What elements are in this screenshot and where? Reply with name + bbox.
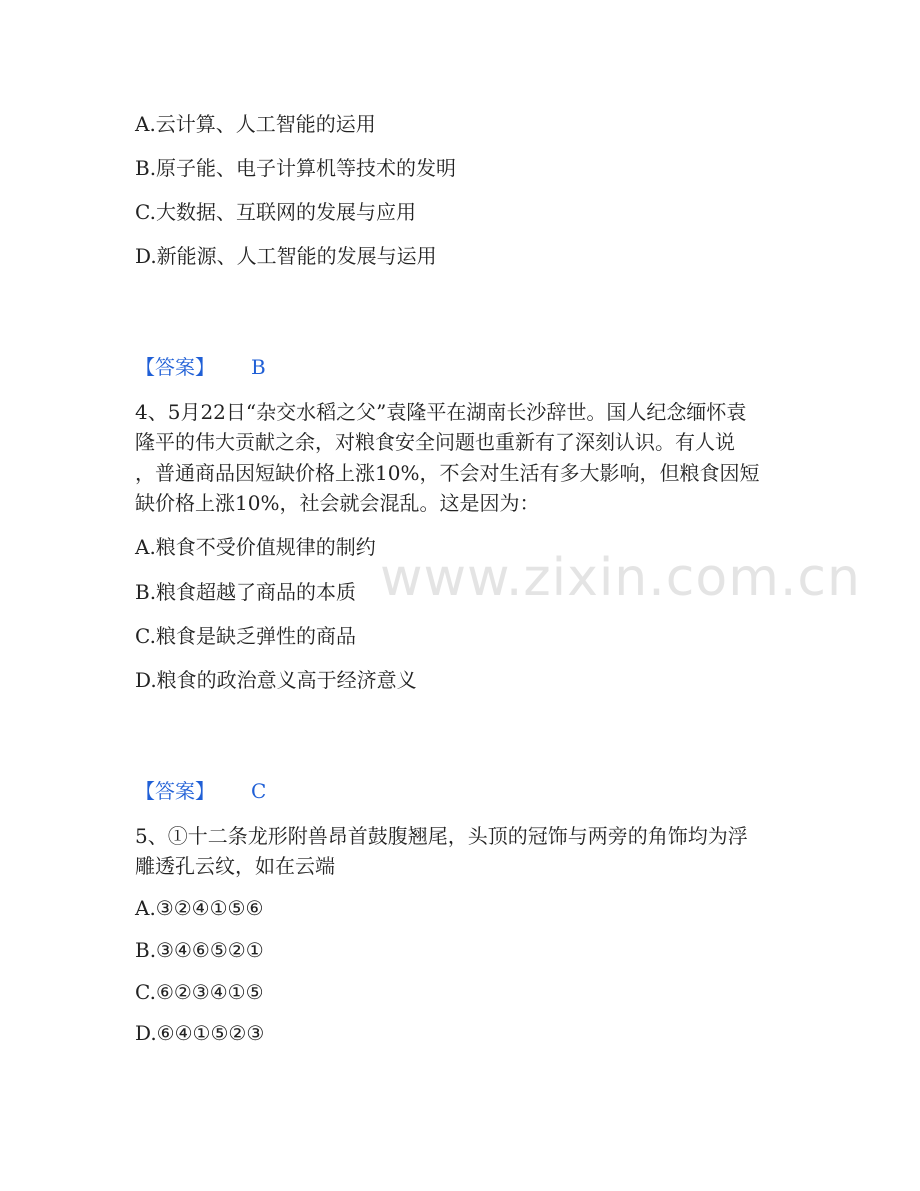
answer-label: 【答案】 [135, 355, 215, 379]
watermark: www.zixin.com.cn [380, 548, 861, 608]
answer-label: 【答案】 [135, 779, 215, 803]
q5-option-b: B.③④⑥⑤②① [135, 938, 264, 962]
q5-stem-line-1: 5、①十二条龙形附兽昂首鼓腹翘尾，头顶的冠饰与两旁的角饰均为浮 [135, 824, 748, 848]
answer-value: B [251, 355, 266, 379]
q5-option-a: A.③②④①⑤⑥ [135, 896, 264, 920]
q3-option-a: A.云计算、人工智能的运用 [135, 112, 376, 136]
q4-option-c: C.粮食是缺乏弹性的商品 [135, 624, 356, 648]
q4-stem-line-2: 隆平的伟大贡献之余，对粮食安全问题也重新有了深刻认识。有人说 [135, 430, 735, 454]
q4-option-d: D.粮食的政治意义高于经济意义 [135, 668, 417, 692]
q5-stem-line-2: 雕透孔云纹，如在云端 [135, 854, 335, 878]
q5-option-c: C.⑥②③④①⑤ [135, 980, 264, 1004]
q4-stem-line-1: 4、5月22日“杂交水稻之父”袁隆平在湖南长沙辞世。国人纪念缅怀袁 [135, 400, 747, 424]
answer-value: C [251, 779, 267, 803]
q3-option-b: B.原子能、电子计算机等技术的发明 [135, 156, 457, 180]
q4-stem-line-3: ，普通商品因短缺价格上涨10%，不会对生活有多大影响，但粮食因短 [135, 461, 760, 485]
q3-option-d: D.新能源、人工智能的发展与运用 [135, 244, 437, 268]
q4-stem-line-4: 缺价格上涨10%，社会就会混乱。这是因为： [135, 491, 540, 515]
q4-option-b: B.粮食超越了商品的本质 [135, 580, 357, 604]
q4-answer [135, 779, 266, 803]
q3-option-c: C.大数据、互联网的发展与应用 [135, 200, 416, 224]
q5-option-d: D.⑥④①⑤②③ [135, 1021, 265, 1045]
q3-answer [135, 355, 266, 379]
q4-option-a: A.粮食不受价值规律的制约 [135, 535, 376, 559]
